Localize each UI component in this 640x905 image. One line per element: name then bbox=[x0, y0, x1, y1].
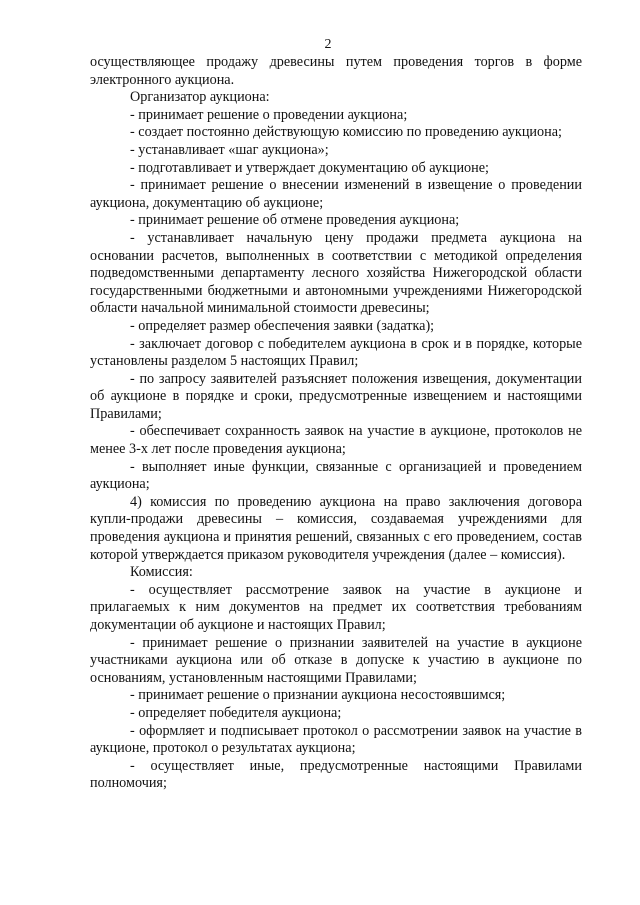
paragraph: Комиссия: bbox=[130, 564, 193, 581]
paragraph: - обеспечивает сохранность заявок на участие в аукционе, протоколов не менее 3-х лет после проведения аукциона; bbox=[90, 423, 582, 458]
paragraph: - принимает решение о признании аукциона несостоявшимся; bbox=[130, 687, 506, 704]
document-body bbox=[90, 54, 582, 793]
paragraph: - подготавливает и утверждает документацию об аукционе; bbox=[130, 159, 489, 176]
paragraph: - принимает решение о признании заявителей на участие в аукционе участниками аукциона или об отказе в допуске к участию в аукционе по основаниям, установленным настоящими Правилами; bbox=[90, 634, 582, 686]
paragraph: осуществляющее продажу древесины путем проведения торгов в форме электронного аукциона. bbox=[90, 54, 582, 88]
paragraph: Организатор аукциона: bbox=[130, 89, 270, 106]
paragraph: - принимает решение об отмене проведения аукциона; bbox=[130, 212, 460, 229]
page-number: 2 bbox=[324, 37, 332, 52]
paragraph: - принимает решение о внесении изменений в извещение о проведении аукциона, документацию об аукционе; bbox=[90, 177, 582, 211]
paragraph: - осуществляет рассмотрение заявок на участие в аукционе и прилагаемых к ним документов на предмет их соответствия требованиям документации об аукционе и настоящих Правил; bbox=[90, 581, 582, 633]
paragraph: - определяет победителя аукциона; bbox=[130, 704, 342, 721]
paragraph: - устанавливает начальную цену продажи предмета аукциона на основании расчетов, выполненных в соответствии с методикой определения подведомственными департаменту лесного хозяйства Нижегородской области государственными бюджетными и автономными учреждениями Нижегородской области начальной минимальной стоимости древесины; bbox=[90, 229, 582, 317]
paragraph: - заключает договор с победителем аукциона в срок и в порядке, которые установлены разделом 5 настоящих Правил; bbox=[90, 335, 582, 370]
paragraph: - определяет размер обеспечения заявки (задатка); bbox=[130, 317, 435, 334]
paragraph: - выполняет иные функции, связанные с организацией и проведением аукциона; bbox=[90, 458, 582, 493]
paragraph: 4) комиссия по проведению аукциона на право заключения договора купли-продажи древесины – комиссия, создаваемая учреждениями для проведения аукциона и принятия решений, связанных с его проведением, состав которой утверждается приказом руководителя учреждения (далее – комиссия). bbox=[90, 493, 582, 563]
paragraph: - осуществляет иные, предусмотренные настоящими Правилами полномочия; bbox=[90, 757, 582, 792]
paragraph: - оформляет и подписывает протокол о рассмотрении заявок на участие в аукционе, протокол о результатах аукциона; bbox=[90, 722, 582, 757]
paragraph: - принимает решение о проведении аукциона; bbox=[130, 106, 408, 123]
paragraph: - создает постоянно действующую комиссию по проведению аукциона; bbox=[130, 124, 562, 141]
paragraph: - устанавливает «шаг аукциона»; bbox=[130, 141, 329, 158]
paragraph: - по запросу заявителей разъясняет положения извещения, документации об аукционе в порядке и сроки, предусмотренные извещением и настоящими Правилами; bbox=[90, 370, 582, 422]
